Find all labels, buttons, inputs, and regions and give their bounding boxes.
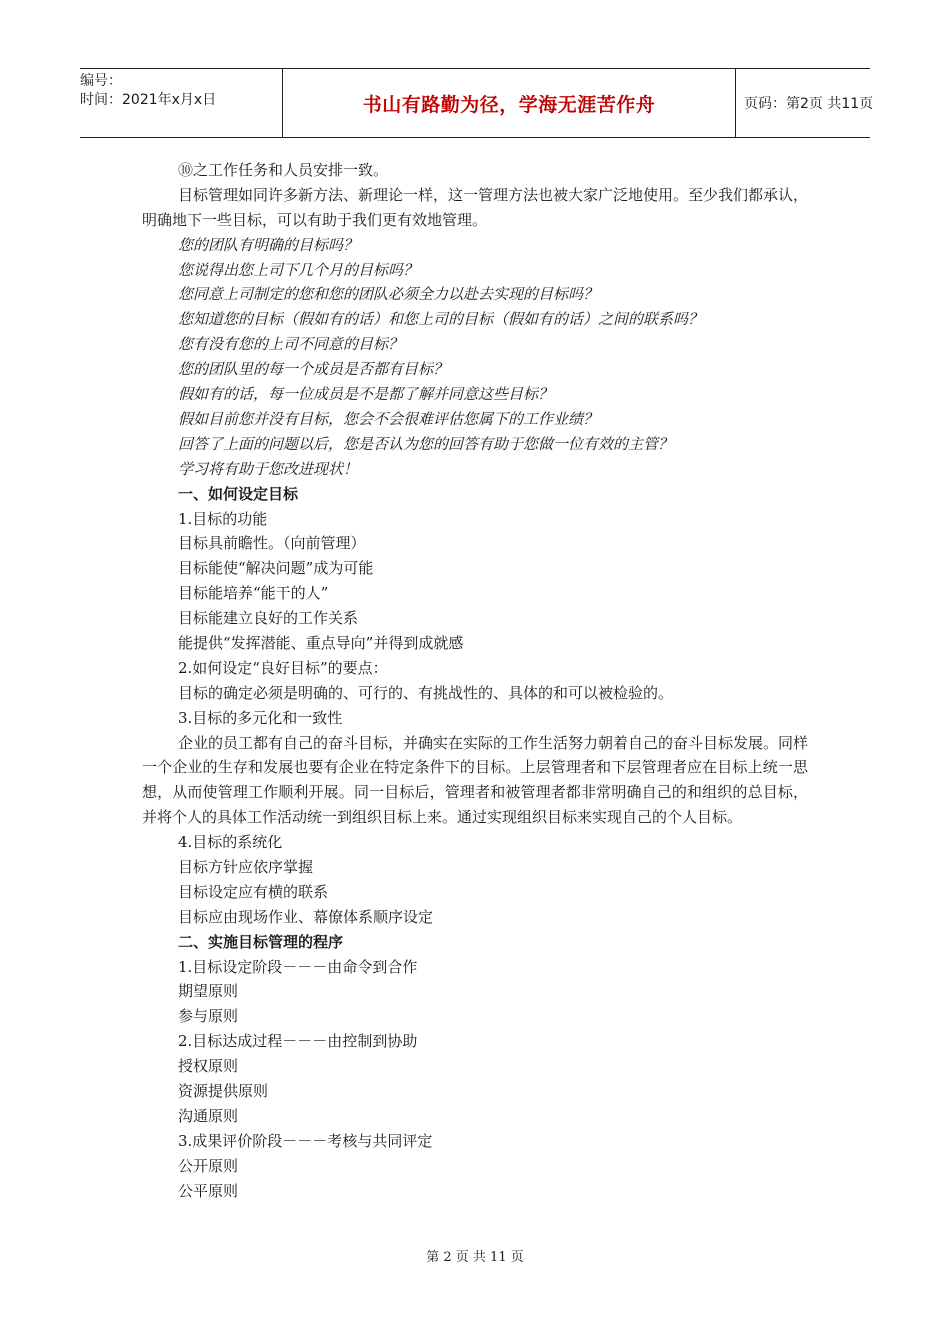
question-line: 您的团队有明确的目标吗？ (178, 235, 359, 254)
text-line: 目标能建立良好的工作关系 (178, 609, 359, 628)
text-line: ⑩之工作任务和人员安排一致。 (178, 161, 389, 179)
subheading: 1.目标的功能 (178, 509, 268, 528)
text-line: 目标方针应依序掌握 (178, 858, 314, 877)
header-motto-cell (282, 69, 736, 137)
question-line: 回答了上面的问题以后，您是否认为您的回答有助于您做一位有效的主管？ (178, 434, 674, 453)
paragraph: 企业的员工都有自己的奋斗目标，并确实在实际的工作生活努力朝着自己的奋斗目标发展。同样一个企业的生存和发展也要有企业在特定条件下的目标。上层管理者和下层管理者应在目标上统一思想，从而使管理工作顺利开展。同一目标后，管理者和被管理者都非常明确自己的和组织的总目标，并将个人的具体工作活动统一到组织目标上来。通过实现组织目标来实现自己的个人目标。 (142, 733, 809, 827)
paragraph: 目标管理如同许多新方法、新理论一样，这一管理方法也被大家广泛地使用。至少我们都承认，明确地下一些目标，可以有助于我们更有效地管理。 (142, 185, 809, 229)
text-line: 目标应由现场作业、幕僚体系顺序设定 (178, 907, 434, 926)
page-header (80, 68, 874, 138)
text-line: 授权原则 (178, 1057, 239, 1076)
question-line: 您有没有您的上司不同意的目标？ (178, 335, 404, 354)
number-label: 编号： (80, 73, 122, 89)
question-line: 假如有的话，每一位成员是不是都了解并同意这些目标？ (178, 385, 554, 404)
subheading: 4.目标的系统化 (178, 833, 283, 852)
question-line: 学习将有助于您改进现状！ (178, 459, 359, 478)
text-line: 资源提供原则 (178, 1082, 269, 1101)
header-page-label: 页码：第2页 共11页 (744, 96, 874, 112)
header-meta (80, 69, 282, 140)
text-line: 公平原则 (178, 1181, 239, 1200)
text-line: 参与原则 (178, 1007, 239, 1026)
date-label: 时间：2021年x月x日 (80, 92, 217, 108)
subheading: 2.如何设定“良好目标”的要点： (178, 658, 388, 677)
text-line: 目标能使“解决问题”成为可能 (178, 559, 374, 578)
text-line: 目标具前瞻性。（向前管理） (178, 534, 366, 553)
subheading: 1.目标设定阶段－－－由命令到合作 (178, 957, 418, 976)
question-line: 您说得出您上司下几个月的目标吗？ (178, 260, 419, 279)
header-motto: 书山有路勤为径，学海无涯苦作舟 (362, 93, 656, 116)
subheading: 3.目标的多元化和一致性 (178, 708, 343, 727)
text-line: 能提供“发挥潜能、重点导向”并得到成就感 (178, 633, 464, 652)
text-line: 目标的确定必须是明确的、可行的、有挑战性的、具体的和可以被检验的。 (178, 683, 674, 702)
question-line: 您同意上司制定的您和您的团队必须全力以赴去实现的目标吗？ (178, 285, 599, 304)
text-line: 目标能培养“能干的人” (178, 584, 329, 603)
subheading: 2.目标达成过程－－－由控制到协助 (178, 1032, 418, 1051)
question-line: 假如目前您并没有目标，您会不会很难评估您属下的工作业绩？ (178, 409, 599, 428)
section-heading: 一、如何设定目标 (178, 484, 299, 503)
document-body (142, 158, 808, 1204)
text-line: 公开原则 (178, 1156, 239, 1175)
question-line: 您的团队里的每一个成员是否都有目标？ (178, 360, 449, 379)
text-line: 沟通原则 (178, 1106, 239, 1125)
text-line: 期望原则 (178, 982, 239, 1001)
question-line: 您知道您的目标（假如有的话）和您上司的目标（假如有的话）之间的联系吗？ (178, 310, 704, 329)
subheading: 3.成果评价阶段－－－考核与共同评定 (178, 1131, 433, 1150)
header-page-cell (734, 69, 880, 137)
text-line: 目标设定应有横的联系 (178, 882, 329, 901)
page-footer: 第 2 页 共 11 页 (426, 1250, 524, 1265)
section-heading: 二、实施目标管理的程序 (178, 932, 344, 951)
